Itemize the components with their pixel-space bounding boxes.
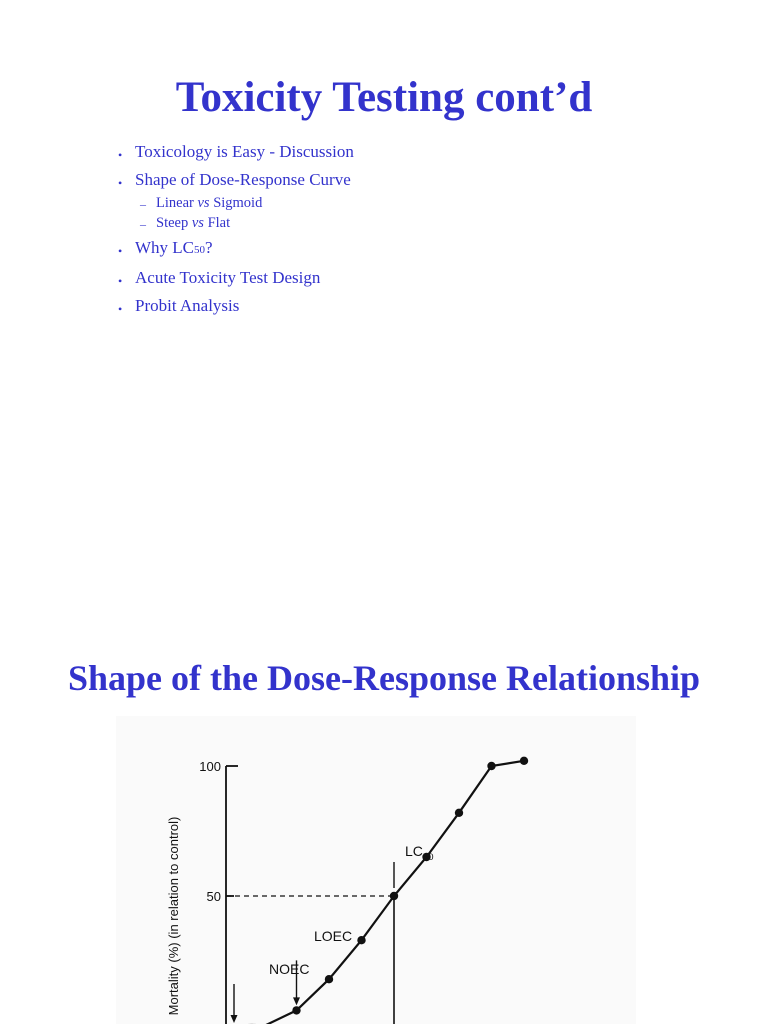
y-tick-label-100: 100: [199, 759, 221, 774]
sub-bullet-post: Sigmoid: [209, 195, 263, 211]
bullet-text: Acute Toxicity Test Design: [135, 268, 321, 287]
bullet-item: [118, 170, 354, 190]
bullet-list: [118, 142, 354, 324]
y-tick-label-50: 50: [206, 889, 221, 904]
sub-bullet-item: [118, 194, 354, 212]
bullet-item: [118, 142, 354, 162]
bullet-item: [118, 238, 354, 260]
bullet-item: [118, 268, 354, 288]
sub-bullet-pre: Linear: [156, 195, 198, 211]
dose-response-curve: [236, 761, 524, 1024]
sub-bullet-post: Flat: [203, 215, 231, 231]
slide-title: Toxicity Testing cont’d: [175, 74, 593, 121]
sub-bullet-em: vs: [197, 195, 210, 211]
bullet-text-pre: Why LC: [135, 238, 195, 257]
lc50-label: $LC_{50}$: [405, 843, 434, 863]
data-point: [390, 892, 398, 900]
data-point: [357, 936, 365, 944]
data-point: [520, 757, 528, 765]
noec-arrow-head: [231, 1015, 238, 1023]
bullet-text-post: ?: [205, 238, 213, 257]
bullet-text: Probit Analysis: [135, 296, 240, 315]
sub-bullet-em: vs: [191, 215, 204, 231]
loec-label: LOEC: [314, 928, 353, 944]
slide-title-2: Shape of the Dose-Response Relationship: [67, 658, 701, 698]
bullet-text-subscript: 50: [194, 244, 206, 256]
data-point: [325, 975, 333, 983]
data-point: [455, 809, 463, 817]
bullet-item: [118, 296, 354, 316]
dose-response-figure: [116, 716, 636, 1024]
sub-bullet-item: [118, 214, 354, 232]
sub-bullet-pre: Steep: [156, 215, 192, 231]
bullet-text: Toxicology is Easy - Discussion: [135, 142, 354, 161]
data-point: [292, 1006, 300, 1014]
dose-response-chart: [116, 716, 636, 1024]
loec-arrow-head: [293, 997, 300, 1005]
bullet-text: Shape of Dose-Response Curve: [135, 170, 351, 189]
noec-label: NOEC: [269, 961, 310, 977]
data-point: [487, 762, 495, 770]
y-axis-label: Mortality (%) (in relation to control): [166, 816, 181, 1016]
